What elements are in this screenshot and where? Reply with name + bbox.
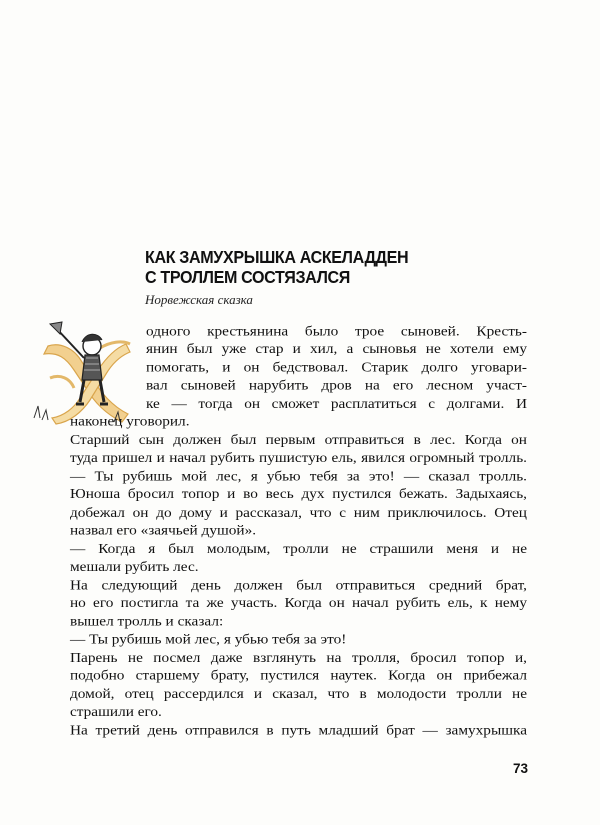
story-subtitle: Норвежская сказка [145, 292, 253, 307]
body-line-14: мешали рубить лес. [70, 559, 199, 575]
body-line-20: подобно старшему брату, пустился наутек. Когда он прибежал [70, 668, 527, 684]
page-number: 73 [513, 761, 529, 776]
body-line-11: добежал он до дому и рассказал, что с ним приключилось. Отец [70, 505, 527, 521]
body-line-1: одного крестьянина было трое сыновей. Кресть- [146, 323, 527, 339]
body-line-7: Старший сын должен был первым отправиться в лес. Когда он [70, 432, 527, 448]
body-line-6: наконец уговорил. [70, 414, 190, 430]
story-title [145, 247, 513, 287]
body-line-22: страшили его. [70, 704, 162, 720]
body-line-9: — Ты рубишь мой лес, я убью тебя за это! — сказал тролль. [70, 469, 527, 485]
story-title-line-1: КАК ЗАМУХРЫШКА АСКЕЛАДДЕН [145, 247, 409, 267]
body-line-3: помогать, и он бедствовал. Старик долго уговари- [146, 360, 527, 376]
body-line-17: вышел тролль и сказал: [70, 614, 224, 630]
body-line-2: янин был уже стар и хил, а сыновья не хотели ему [146, 341, 527, 357]
body-line-23: На третий день отправился в путь младший брат — замухрышка [70, 723, 527, 739]
body-line-15: На следующий день должен был отправиться средний брат, [70, 577, 527, 593]
body-line-16: но его постигла та же участь. Когда он начал рубить ель, к нему [70, 595, 527, 611]
body-line-10: Юноша бросил топор и во весь дух пустился бежать. Задыхаясь, [70, 486, 527, 502]
body-line-21: домой, отец рассердился и сказал, что в молодости тролли не [70, 686, 527, 702]
story-title-line-2: С ТРОЛЛЕМ СОСТЯЗАЛСЯ [145, 267, 351, 287]
body-line-13: — Когда я был молодым, тролли не страшили меня и не [70, 541, 527, 557]
body-line-12: назвал его «заячьей душой». [70, 523, 257, 539]
body-line-19: Парень не посмел даже взглянуть на тролля, бросил топор и, [70, 650, 527, 666]
body-line-4: вал сыновей нарубить дров на его лесном участ- [146, 377, 527, 393]
body-line-8: туда пришел и начал рубить пушистую ель, явился огромный тролль. [70, 450, 527, 466]
body-line-5: ке — тогда он сможет расплатиться с долгами. И [146, 396, 527, 412]
body-line-18: — Ты рубишь мой лес, я убью тебя за это! [70, 631, 347, 647]
